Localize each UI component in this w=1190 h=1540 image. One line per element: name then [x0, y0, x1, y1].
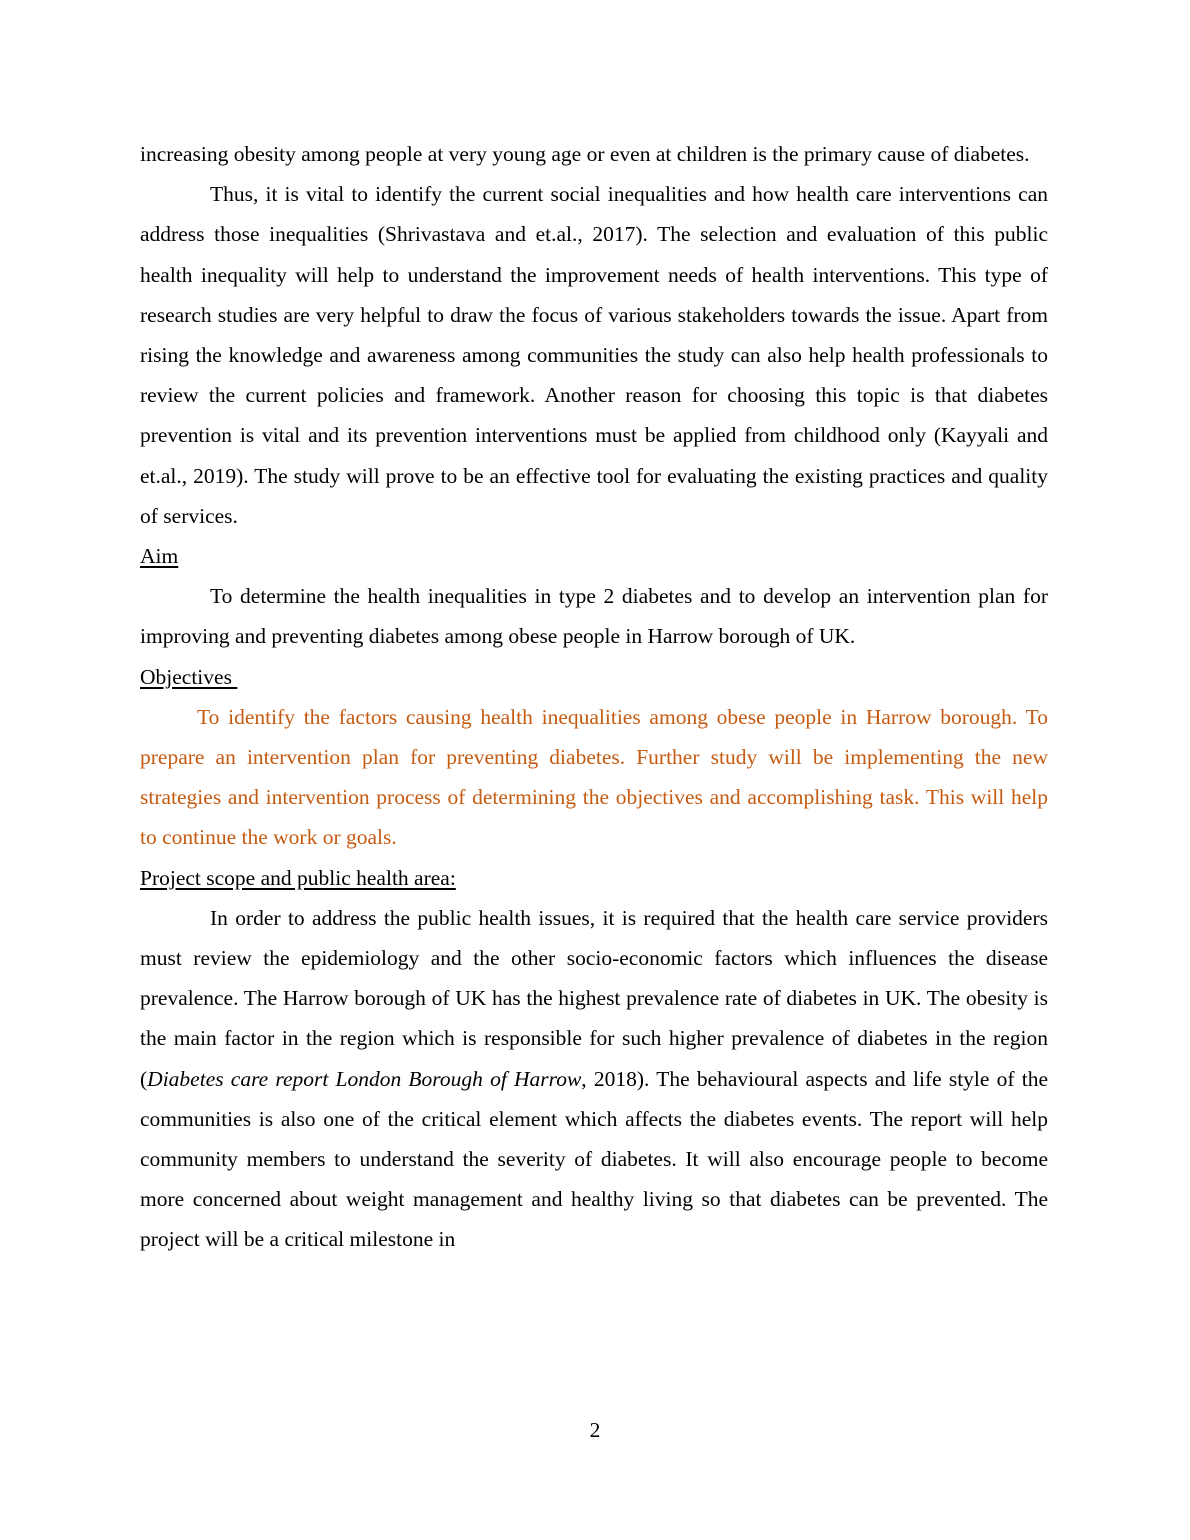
- paragraph-aim: To determine the health inequalities in type 2 diabetes and to develop an intervention plan for improving and preventing diabetes among obese people in Harrow borough of UK.: [140, 584, 1048, 649]
- document-body: [140, 134, 1048, 1260]
- scope-citation: Diabetes care report London Borough of Harrow: [147, 1066, 582, 1091]
- paragraph-rationale: Thus, it is vital to identify the current social inequalities and how health care interventions can address those inequalities (Shrivastava and et.al., 2017). The selection and evaluation of this public health inequality will help to understand the improvement needs of health interventions. This type of research studies are very helpful to draw the focus of various stakeholders towards the issue. Apart from rising the knowledge and awareness among communities the study can also help health professionals to review the current policies and framework. Another reason for choosing this topic is that diabetes prevention is vital and its prevention interventions must be applied from childhood only (Kayyali and et.al., 2019). The study will prove to be an effective tool for evaluating the existing practices and quality of services.: [140, 182, 1048, 528]
- heading-project-scope: Project scope and public health area:: [140, 865, 456, 890]
- scope-text-part2: , 2018). The behavioural aspects and life style of the communities is also one of the critical element which affects the diabetes events. The report will help community members to understand the severity of diabetes. It will also encourage people to become more concerned about weight management and healthy living so that diabetes can be prevented. The project will be a critical milestone in: [140, 1066, 1049, 1252]
- page-number: 2: [589, 1418, 601, 1442]
- paragraph-objectives: To identify the factors causing health inequalities among obese people in Harrow borough. To prepare an intervention plan for preventing diabetes. Further study will be implementing the new strategies and intervention process of determining the objectives and accomplishing task. This will help to continue the work or goals.: [140, 704, 1048, 850]
- paragraph-project-scope: [140, 898, 1048, 1260]
- heading-objectives: Objectives: [140, 664, 238, 689]
- scope-text-part1: In order to address the public health issues, it is required that the health care service providers must review the epidemiology and the other socio-economic factors which influences the disease prevalence. The Harrow borough of UK has the highest prevalence rate of diabetes in UK. The obesity is the main factor in the region which is responsible for such higher prevalence of diabetes in the region (: [140, 905, 1048, 1091]
- heading-aim: Aim: [140, 544, 179, 569]
- paragraph-intro-end: increasing obesity among people at very young age or even at children is the primary cause of diabetes.: [140, 142, 1030, 166]
